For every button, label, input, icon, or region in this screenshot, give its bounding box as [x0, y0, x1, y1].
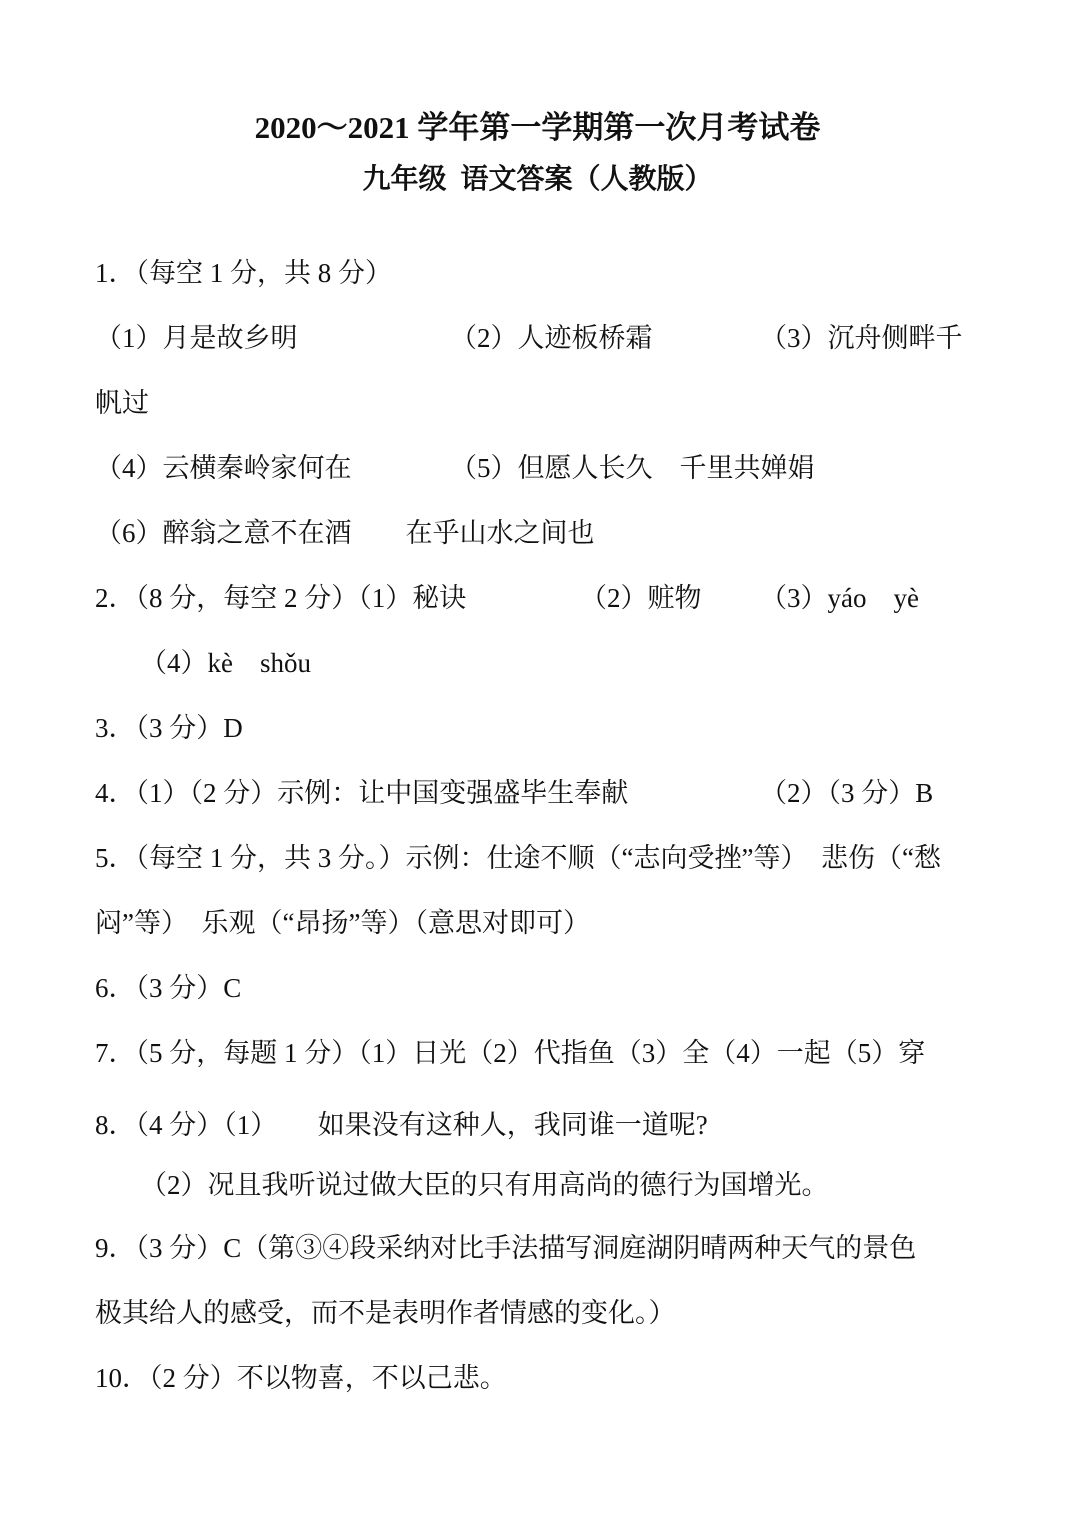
- q4-answer-2: （2）（3 分）B: [760, 778, 934, 808]
- document-title: 2020～2021 学年第一学期第一次月考试卷: [254, 110, 821, 145]
- q5-answer-line-2: 闷”等） 乐观（“昂扬”等）（意思对即可）: [95, 908, 590, 938]
- q1-answer-6: （6）醉翁之意不在酒 在乎山水之间也: [95, 518, 595, 548]
- q7-answer: 7．（5 分，每题 1 分）（1）日光（2）代指鱼（3）全（4）一起（5）穿: [95, 1038, 926, 1068]
- q1-heading: 1．（每空 1 分，共 8 分）: [95, 258, 392, 288]
- q1-answer-4: （4）云横秦岭家何在: [95, 453, 352, 483]
- q1-answer-3: （3）沉舟侧畔千: [760, 323, 963, 353]
- q1-answer-3-continued: 帆过: [95, 388, 149, 418]
- q10-answer: 10．（2 分）不以物喜，不以己悲。: [95, 1363, 507, 1393]
- q9-answer-line-2: 极其给人的感受，而不是表明作者情感的变化。）: [95, 1298, 676, 1328]
- q2-answer-4: （4）kè shǒu: [140, 648, 311, 678]
- q6-answer: 6．（3 分）C: [95, 973, 242, 1003]
- q5-answer-line-1: 5．（每空 1 分，共 3 分。）示例：仕途不顺（“志向受挫”等） 悲伤（“愁: [95, 843, 941, 873]
- q8-answer-2: （2）况且我听说过做大臣的只有用高尚的德行为国增光。: [140, 1170, 829, 1200]
- q4-answer-1: 4．（1）（2 分）示例：让中国变强盛毕生奉献: [95, 778, 629, 808]
- q1-answer-2: （2）人迹板桥霜: [450, 323, 653, 353]
- q2-answer-2: （2）赃物: [580, 583, 702, 613]
- q1-answer-1: （1）月是故乡明: [95, 323, 298, 353]
- document-subtitle: 九年级 语文答案（人教版）: [362, 164, 713, 195]
- q8-answer-1: 8．（4 分）（1） 如果没有这种人，我同谁一道呢?: [95, 1110, 708, 1140]
- q2-answer-3: （3）yáo yè: [760, 583, 919, 613]
- q9-answer-line-1: 9．（3 分）C（第③④段采纳对比手法描写洞庭湖阴晴两种天气的景色: [95, 1233, 917, 1263]
- q2-heading: 2．（8 分，每空 2 分）（1）秘诀: [95, 583, 467, 613]
- q3-answer: 3．（3 分）D: [95, 713, 243, 743]
- q1-answer-5: （5）但愿人长久 千里共婵娟: [450, 453, 815, 483]
